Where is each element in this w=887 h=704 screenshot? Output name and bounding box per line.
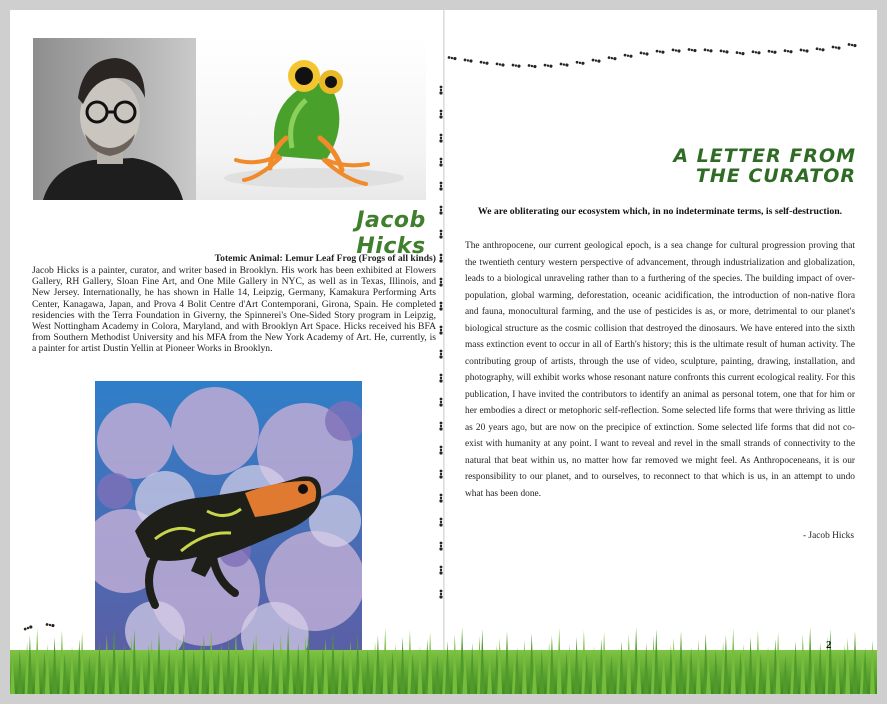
artist-bio: Jacob Hicks is a painter, curator, and writer based in Brooklyn. His work has been exhibited at Flowers Gallery, RH Gallery, Sloan Fine Art, and One Mile Gallery in NYC, as well as in Texas, Illinois, and New Jersey. Internationally, he has shown in Halle 14, Leipzig, Germany, Kamakura Performing Arts Center, Kanagawa, Japan, and Prova 4 Bolit Centre d'Art Contemporani, Girona, Spain. He completed residencies with the Terra Foundation in Giverny, the Spinnerei's One-Sided Story program in Leipzig, West Nottingham Academy in Colora, Maryland, and with Brooklyn Art Space. Hicks received his BFA from Southern Methodist University and his MFA from the New York Academy of Art. He, currently, is a painter for artist Dustin Yellin at Pioneer Works in Brooklyn. bbox=[32, 265, 436, 355]
letter-title-line2: THE CURATOR bbox=[695, 165, 856, 187]
letter-lead: We are obliterating our ecosystem which, in no indeterminate terms, is self-destruction. bbox=[477, 206, 843, 217]
page-number: 2 bbox=[826, 639, 832, 651]
page-gutter bbox=[443, 10, 445, 694]
letter-title-line1: A LETTER FROM bbox=[673, 145, 856, 167]
grass-border bbox=[10, 610, 877, 694]
artist-name-first: Jacob bbox=[356, 208, 426, 233]
letter-signature: - Jacob Hicks bbox=[802, 531, 854, 541]
portrait-photo bbox=[33, 38, 196, 200]
letter-title bbox=[610, 146, 856, 186]
letter-body: The anthropocene, our current geological epoch, is a sea change for cultural progression proving that the twentieth century western perspective of advancement, through industrialization and globalization, leads to a biological unraveling rather than to a furthering of the species. The building impact of over-population, global warming, deforestation, oceanic acidification, the introduction of non-native flora and fauna, monocultural farming, and the use of pesticides is as, or more, detrimental to our planet's biological structure as the cosmic collision that destroyed the dinosaurs. We have entered into the sixth mass extinction event to occur in all of Earth's history; this is the ultimate result of human activity. The contributing group of artists, through the use of video, sculpture, painting, drawing, installation, and photography, will exhibit works whose resonant nature confronts this current ecological reality. For this publication, I have invited the contributors to identify an animal as personal totem, one that for him or her embodies a direct or metophoric self-reflection. Some selected life forms that were thriving as little as 20 years ago, but are now on the precipice of extinction. Some selected life forms that did not co-exist with humanity at any point. I want to reveal and revel in the small strands of connectivity to the natural that beat within us, no matter how far removed we might feel. As Anthropoceneans, it is our responsibility to our planet, and to ourselves, to reconnect to that which is us, in an attempt to undo what has been done. bbox=[465, 241, 855, 499]
book-spread bbox=[10, 10, 877, 694]
artist-name-last: Hicks bbox=[356, 234, 426, 259]
totemic-animal-caption: Totemic Animal: Lemur Leaf Frog (Frogs of all kinds) bbox=[214, 253, 436, 264]
frog-photo bbox=[196, 38, 426, 200]
